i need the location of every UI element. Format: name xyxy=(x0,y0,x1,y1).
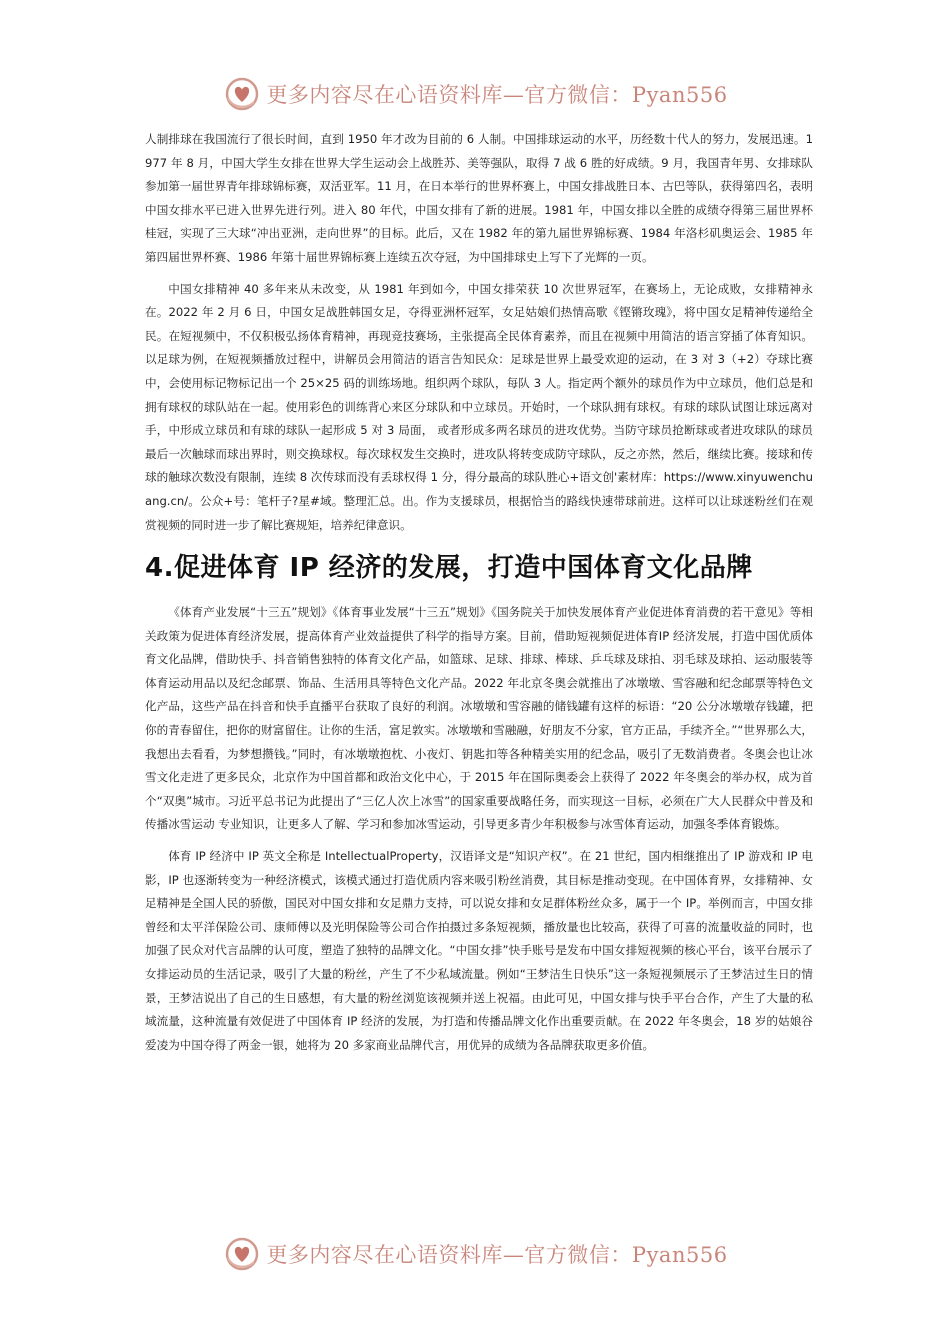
article-body xyxy=(145,128,813,1065)
paragraph-volleyball-history: 人制排球在我国流行了很长时间，直到 1950 年才改为目前的 6 人制。中国排球运动的水平，历经数十代人的努力，发展迅速。1977 年 8 月，中国大学生女排在世界大学生运动会上战胜苏、美等强队，取得 7 战 6 胜的好成绩。9 月，我国青年男、女排球队参加第一届世界青年排球锦标赛，双活亚军。11 月，在日本举行的世界杯赛上，中国女排战胜日本、古巴等队，获得第四名，表明中国女排水平已进入世界先进行列。进入 80 年代，中国女排有了新的进展。1981 年，中国女排以全胜的成绩夺得第三届世界杯桂冠，实现了三大球“冲出亚洲，走向世界”的目标。此后，又在 1982 年的第九届世界锦标赛、1984 年洛杉矶奥运会、1985 年第四届世界杯赛、1986 年第十届世界锦标赛上连续五次夺冠，为中国排球史上写下了光辉的一页。 xyxy=(145,132,813,264)
header-banner[interactable] xyxy=(0,72,950,116)
paragraph-womens-volleyball-spirit: 中国女排精神 40 多年来从未改变，从 1981 年到如今，中国女排荣获 10 次世界冠军，在赛场上，无论成败，女排精神永在。2022 年 2 月 6 日，中国女足战胜韩国女足，夺得亚洲杯冠军，女足姑娘们热情高歌《铿锵玫瑰》，将中国女足精神传递给全民。在短视频中，不仅积极弘扬体育精神，再现竞技赛场，主张提高全民体育素养，而且在视频中用简洁的语言穿插了体育知识。以足球为例，在短视频播放过程中，讲解员会用简洁的语言告知民众：足球是世界上最受欢迎的运动，在 3 对 3（+2）夺球比赛中，会使用标记物标记出一个 25×25 码的训练场地。组织两个球队，每队 3 人。指定两个额外的球员作为中立球员，他们总是和拥有球权的球队站在一起。使用彩色的训练背心来区分球队和中立球员。开始时，一个球队拥有球权。有球的球队试图让球远离对手，中形成立球员和有球的球队一起形成 5 对 3 局面， 或者形成多两名球员的进攻优势。当防守球员抢断球或者进攻球队的球员最后一次触球而球出界时，则交换球权。每次球权发生交换时，进攻队将转变成防守球队，反之亦然，然后，继续比赛。接球和传球的触球次数没有限制，连续 8 次传球而没有丢球权得 1 分，得分最高的球队胜心+语文创'素材库：https://www.xinyuwenchuang.cn/。公众+号：笔杆子?星#域。整理汇总。出。作为支援球员，根据恰当的路线快速带球前进。这样可以让球迷粉丝们在观赏视频的同时进一步了解比赛规矩，培养纪律意识。 xyxy=(145,281,813,532)
paragraph-sports-ip-economy: 体育 IP 经济中 IP 英文全称是 IntellectualProperty，汉语译文是“知识产权”。在 21 世纪，国内相继推出了 IP 游戏和 IP 电影，IP 也逐渐转变为一种经济模式，该模式通过打造优质内容来吸引粉丝消费，其目标是推动变现。在中国体育界，女排精神、女足精神是全国人民的骄傲，国民对中国女排和女足鼎力支持，可以说女排和女足群体粉丝众多，属于一个 IP。举例而言，中国女排曾经和太平洋保险公司、康师傅以及光明保险等公司合作拍摄过多条短视频，播放量也比较高，获得了可喜的流量收益的同时，也加强了民众对代言品牌的认可度，塑造了独特的品牌文化。“中国女排”快手账号是发布中国女排短视频的核心平台，该平台展示了女排运动员的生活记录，吸引了大量的粉丝，产生了不少私域流量。例如“王梦洁生日快乐”这一条短视频展示了王梦洁过生日的情景，王梦洁说出了自己的生日感想，有大量的粉丝浏览该视频并送上祝福。由此可见，中国女排与快手平台合作，产生了大量的私域流量，这种流量有效促进了中国体育 IP 经济的发展，为打造和传播品牌文化作出重要贡献。在 2022 年冬奥会，18 岁的姑娘谷爱凌为中国夺得了两金一银，她将为 20 多家商业品牌代言，用优异的成绩为各品牌获取更多价值。 xyxy=(145,849,813,1052)
header-banner-text: 更多内容尽在心语资料库—官方微信：Pyan556 xyxy=(266,83,728,107)
paragraph-sports-policy: 《体育产业发展“十三五”规划》《体育事业发展“十三五”规划》《国务院关于加快发展体育产业促进体育消费的若干意见》等相关政策为促进体育经济发展，提高体育产业效益提供了科学的指导方案。目前，借助短视频促进体育IP 经济发展，打造中国优质体育文化品牌，借助快手、抖音销售独特的体育文化产品，如篮球、足球、排球、棒球、乒乓球及球拍、羽毛球及球拍、运动服装等体育运动用品以及纪念邮票、饰品、生活用具等特色文化产品。2022 年北京冬奥会就推出了冰墩墩、雪容融和纪念邮票等特色文化产品，这些产品在抖音和快手直播平台获取了良好的利润。冰墩墩和雪容融的储钱罐有这样的标语：“20 公分冰墩墩存钱罐，把你的青春留住，把你的财富留住。让你的生活，富足敦实。冰墩墩和雪融融，好朋友不分家，官方正品，手续齐全。”“世界那么大，我想出去看看，为梦想攒钱。”同时，有冰墩墩抱枕、小夜灯、钥匙扣等各种精美实用的纪念品，吸引了无数消费者。冬奥会也让冰雪文化走进了更多民众，北京作为中国首都和政治文化中心，于 2015 年在国际奥委会上获得了 2022 年冬奥会的举办权，成为首个“双奥”城市。习近平总书记为此提出了“三亿人次上冰雪”的国家重要战略任务，而实现这一目标，必须在广大人民群众中普及和传播冰雪运动 专业知识，让更多人了解、学习和参加冰雪运动，引导更多青少年积极参与冰雪体育运动，加强冬季体育锻炼。 xyxy=(145,605,813,832)
footer-banner-text: 更多内容尽在心语资料库—官方微信：Pyan556 xyxy=(266,1243,728,1267)
footer-banner[interactable] xyxy=(0,1232,950,1276)
heart-swirl-logo-icon xyxy=(222,74,262,114)
section-heading: 4.促进体育 IP 经济的发展，打造中国体育文化品牌 xyxy=(145,553,753,584)
heart-swirl-logo-icon xyxy=(222,1234,262,1274)
